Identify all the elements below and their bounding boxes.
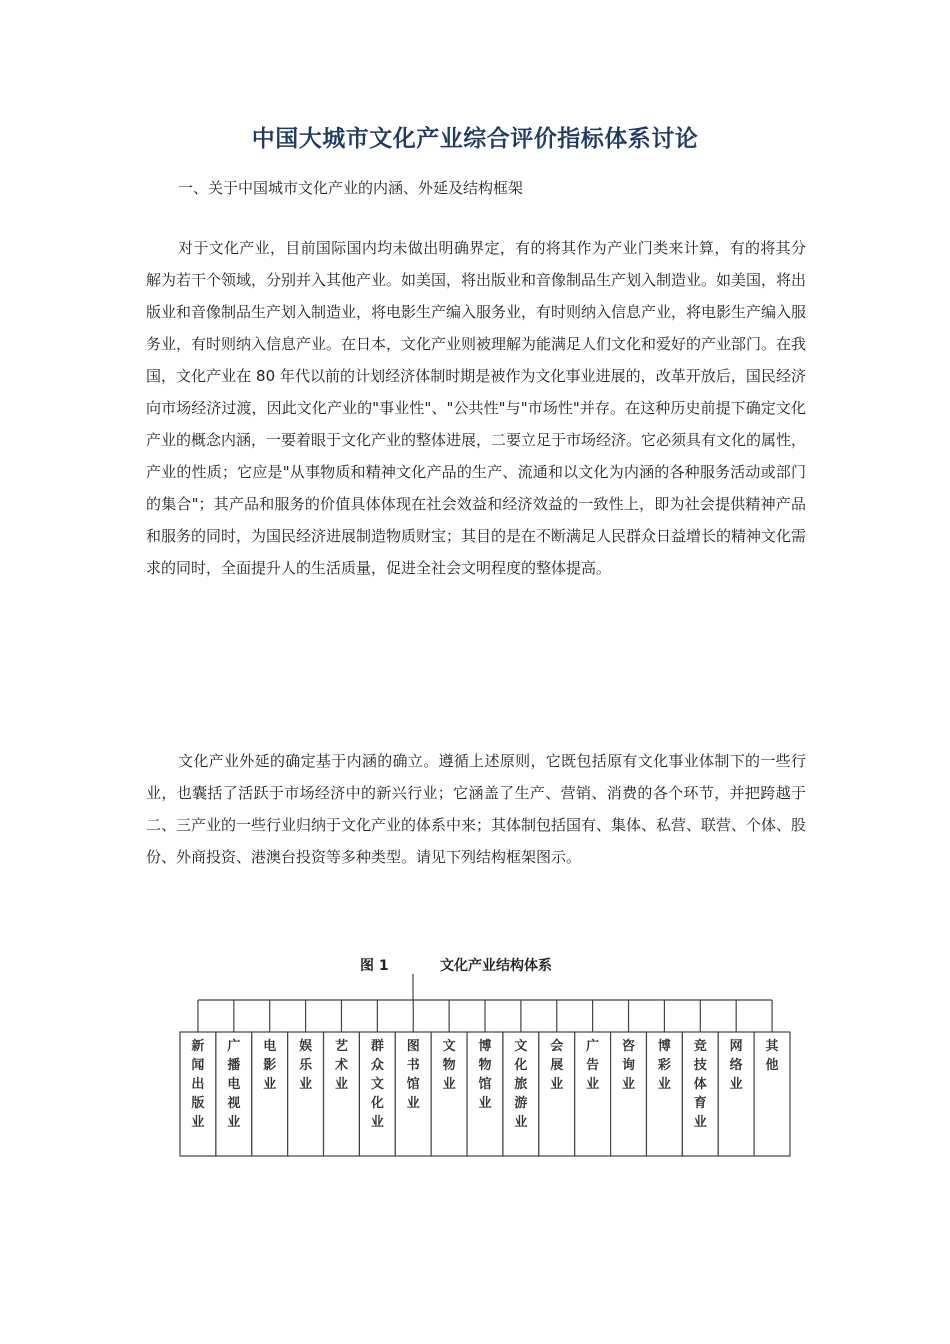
paragraph-2: 文化产业外延的确定基于内涵的确立。遵循上述原则，它既包括原有文化事业体制下的一些行业，也囊括了活跃于市场经济中的新兴行业；它涵盖了生产、营销、消费的各个环节，并把跨越于二、三产业的一些行业归纳于文化产业的体系中来；其体制包括国有、集体、私营、联营、个体、股份、外商投资、港澳台投资等多种类型。请见下列结构框架图示。 — [146, 752, 807, 866]
document-title: 中国大城市文化产业综合评价指标体系讨论 — [251, 126, 699, 152]
category-label: 会展业 — [550, 1039, 564, 1092]
figure-number: 图 1 — [360, 958, 389, 974]
category-boxes — [180, 1032, 790, 1156]
category-label: 博彩业 — [657, 1039, 671, 1092]
paragraph-1: 对于文化产业，目前国际国内均未做出明确界定，有的将其作为产业门类来计算，有的将其分解为若干个领域，分别并入其他产业。如美国，将出版业和音像制品生产划入制造业。如美国，将出版业和音像制品生产划入制造业，将电影生产编入服务业，有时则纳入信息产业，将电影生产编入服务业，有时则纳入信息产业。在日本，文化产业则被理解为能满足人们文化和爱好的产业部门。在我国，文化产业在 80 年代以前的计划经济体制时期是被作为文化事业进展的，改革开放后，国民经济向市场经济过渡，因此文化产业的"事业性"、"公共性"与"市场性"并存。在这种历史前提下确定文化产业的概念内涵，一要着眼于文化产业的整体进展，二要立足于市场经济。它必须具有文化的属性，产业的性质；它应是"从事物质和精神文化产品的生产、流通和以文化为内涵的各种服务活动或部门的集合"；其产品和服务的价值具体体现在社会效益和经济效益的一致性上，即为社会提供精神产品和服务的同时，为国民经济进展制造物质财宝；其目的是在不断满足人民群众日益增长的精神文化需求的同时，全面提升人的生活质量，促进全社会文明程度的整体提高。 — [146, 239, 807, 577]
category-label: 群众文化业 — [370, 1039, 384, 1130]
category-label: 网络业 — [729, 1039, 743, 1092]
category-label: 新闻出版业 — [191, 1039, 205, 1130]
category-label: 竞技体育业 — [693, 1039, 707, 1130]
category-label: 艺术业 — [334, 1039, 348, 1092]
category-label: 文化旅游业 — [514, 1039, 528, 1130]
category-label: 娱乐业 — [299, 1039, 313, 1092]
connector-lines — [198, 974, 772, 1032]
category-label: 其他 — [765, 1039, 779, 1073]
category-label: 广播电视业 — [227, 1039, 241, 1130]
category-label: 图书馆业 — [406, 1039, 420, 1111]
section-heading: 一、关于中国城市文化产业的内涵、外延及结构框架 — [178, 179, 524, 197]
category-label: 电影业 — [263, 1039, 277, 1092]
category-label: 咨询业 — [622, 1039, 636, 1092]
category-label: 文物业 — [442, 1039, 456, 1092]
category-label: 广告业 — [586, 1039, 600, 1092]
structure-diagram — [175, 950, 795, 1170]
figure-caption: 文化产业结构体系 — [440, 958, 552, 974]
category-label: 博物馆业 — [478, 1039, 492, 1111]
